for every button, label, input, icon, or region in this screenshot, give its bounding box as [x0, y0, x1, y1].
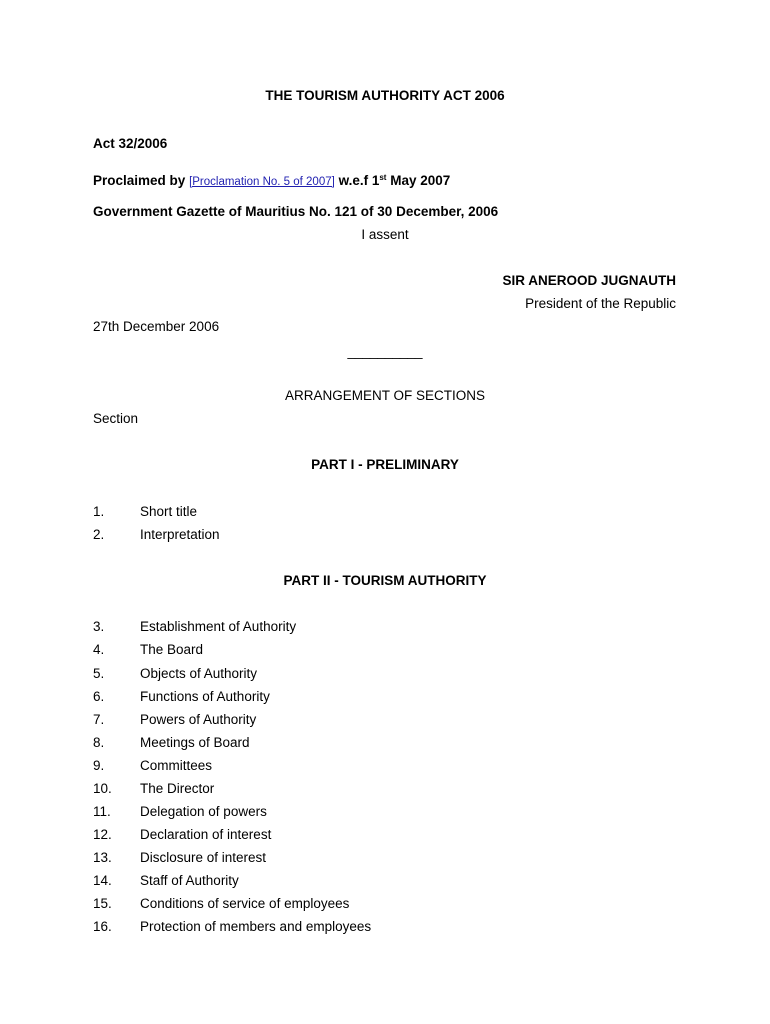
- section-number: 2.: [93, 527, 105, 542]
- section-entry: [0, 642, 770, 660]
- separator-line: __________: [347, 344, 423, 359]
- section-title: The Director: [140, 781, 215, 796]
- section-number: 1.: [93, 504, 105, 519]
- section-number: 6.: [93, 689, 105, 704]
- signatory-name: SIR ANEROOD JUGNAUTH: [502, 273, 676, 288]
- section-number: 10.: [93, 781, 112, 796]
- section-entry: [0, 527, 770, 545]
- section-title: Objects of Authority: [140, 666, 258, 681]
- section-number: 4.: [93, 642, 105, 657]
- section-title: Committees: [140, 758, 213, 773]
- arrangement-heading: ARRANGEMENT OF SECTIONS: [284, 388, 486, 403]
- section-title: Conditions of service of employees: [140, 896, 350, 911]
- section-entry: [0, 666, 770, 684]
- section-number: 14.: [93, 873, 112, 888]
- section-title: Establishment of Authority: [140, 619, 297, 634]
- wef-suffix: May 2007: [390, 173, 451, 188]
- section-entry: [0, 619, 770, 637]
- part-heading: PART I - PRELIMINARY: [311, 457, 459, 472]
- section-title: Delegation of powers: [140, 804, 267, 819]
- section-entry: [0, 827, 770, 845]
- wef-superscript: st: [379, 173, 387, 182]
- section-column-label: Section: [93, 411, 139, 426]
- wef-text: w.e.f 1: [338, 173, 380, 188]
- proclamation-link[interactable]: [Proclamation No. 5 of 2007]: [189, 176, 335, 188]
- section-entry: [0, 850, 770, 868]
- section-entry: [0, 896, 770, 914]
- section-number: 11.: [93, 804, 111, 819]
- section-number: 5.: [93, 666, 105, 681]
- section-entry: [0, 712, 770, 730]
- section-number: 8.: [93, 735, 105, 750]
- gazette-reference: Government Gazette of Mauritius No. 121 of 30 December, 2006: [93, 204, 499, 219]
- section-title: Protection of members and employees: [140, 919, 372, 934]
- part-heading: PART II - TOURISM AUTHORITY: [283, 573, 487, 588]
- section-title: Declaration of interest: [140, 827, 272, 842]
- section-number: 12.: [93, 827, 112, 842]
- section-number: 15.: [93, 896, 112, 911]
- section-title: Meetings of Board: [140, 735, 250, 750]
- assent-text: I assent: [361, 227, 409, 242]
- document-title: THE TOURISM AUTHORITY ACT 2006: [265, 88, 505, 103]
- section-entry: [0, 804, 770, 822]
- proclaimed-prefix: Proclaimed by: [93, 173, 186, 188]
- section-entry: [0, 758, 770, 776]
- section-entry: [0, 873, 770, 891]
- section-title: Interpretation: [140, 527, 220, 542]
- section-title: Staff of Authority: [140, 873, 239, 888]
- signatory-title: President of the Republic: [525, 296, 676, 311]
- section-title: Short title: [140, 504, 198, 519]
- section-entry: [0, 689, 770, 707]
- section-number: 16.: [93, 919, 112, 934]
- section-entry: [0, 781, 770, 799]
- section-number: 9.: [93, 758, 105, 773]
- section-entry: [0, 919, 770, 937]
- section-entry: [0, 735, 770, 753]
- section-number: 13.: [93, 850, 112, 865]
- section-title: Functions of Authority: [140, 689, 270, 704]
- assent-date: 27th December 2006: [93, 319, 220, 334]
- section-entry: [0, 504, 770, 522]
- section-number: 3.: [93, 619, 105, 634]
- act-number: Act 32/2006: [93, 136, 168, 151]
- section-title: Disclosure of interest: [140, 850, 267, 865]
- section-title: The Board: [140, 642, 204, 657]
- section-title: Powers of Authority: [140, 712, 257, 727]
- proclamation-line: [93, 173, 450, 188]
- section-number: 7.: [93, 712, 105, 727]
